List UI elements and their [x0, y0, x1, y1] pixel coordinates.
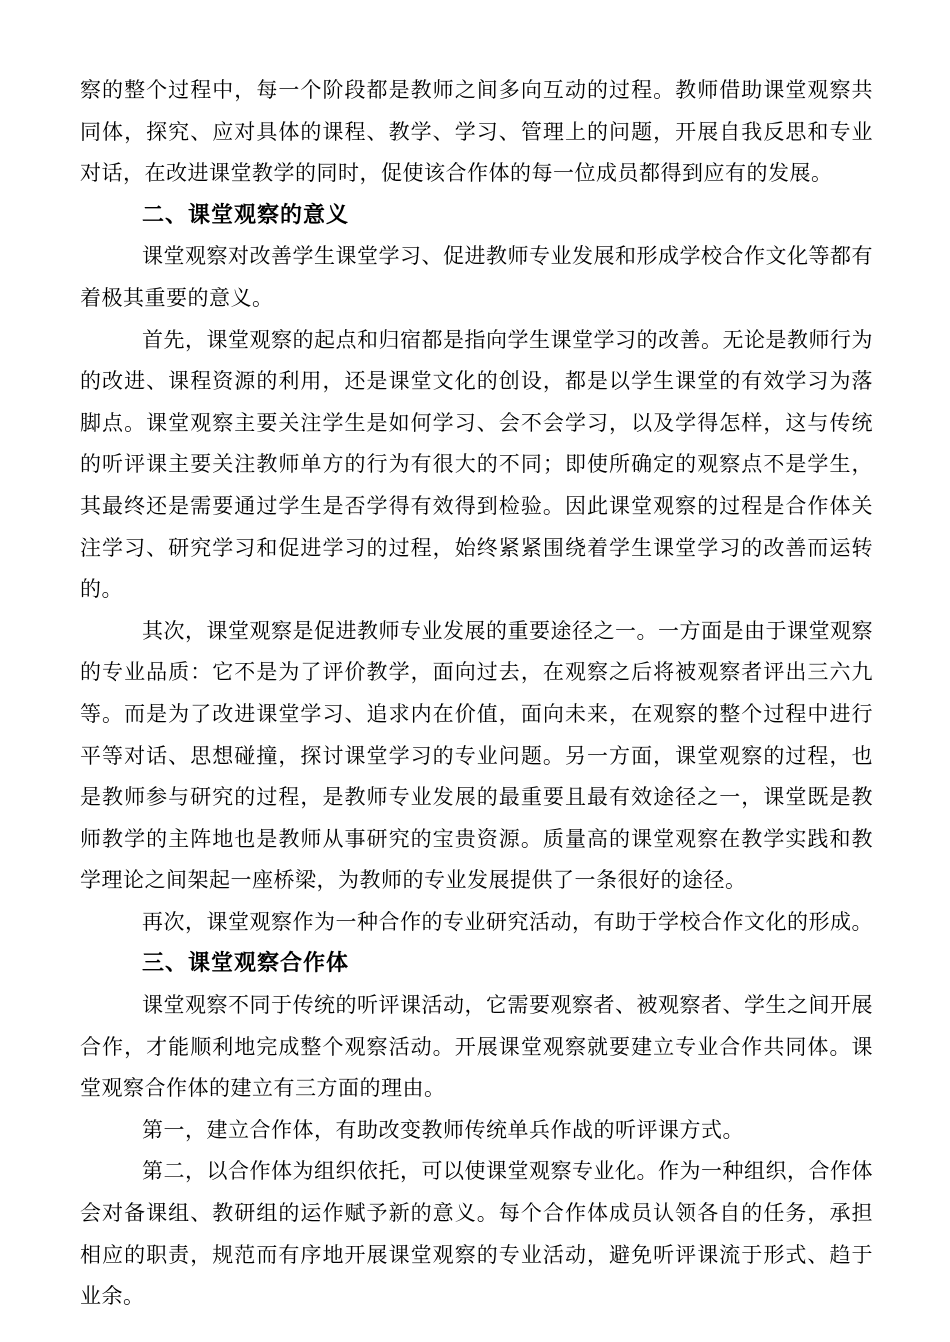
document-page: [80, 70, 873, 1318]
paragraph-reason-one: 第一，建立合作体，有助改变教师传统单兵作战的听评课方式。: [142, 1117, 744, 1142]
section-heading-collaboration: 三、课堂观察合作体: [142, 951, 350, 977]
paragraph-continuation: 察的整个过程中，每一个阶段都是教师之间多向互动的过程。教师借助课堂观察共同体，探究、应对具体的课程、教学、学习、管理上的问题，开展自我反思和专业对话，在改进课堂教学的同时，促使该合作体的每一位成员都得到应有的发展。: [80, 78, 873, 186]
paragraph-collaboration-intro: 课堂观察不同于传统的听评课活动，它需要观察者、被观察者、学生之间开展合作，才能顺利地完成整个观察活动。开展课堂观察就要建立专业合作共同体。课堂观察合作体的建立有三方面的理由。: [80, 993, 873, 1101]
paragraph-second-point: 其次，课堂观察是促进教师专业发展的重要途径之一。一方面是由于课堂观察的专业品质：它不是为了评价教学，面向过去，在观察之后将被观察者评出三六九等。而是为了改进课堂学习、追求内在价值，面向未来，在观察的整个过程中进行平等对话、思想碰撞，探讨课堂学习的专业问题。另一方面，课堂观察的过程，也是教师参与研究的过程，是教师专业发展的最重要且最有效途径之一，课堂既是教师教学的主阵地也是教师从事研究的宝贵资源。质量高的课堂观察在教学实践和教学理论之间架起一座桥梁，为教师的专业发展提供了一条很好的途径。: [80, 618, 873, 893]
section-heading-significance: 二、课堂观察的意义: [142, 202, 350, 228]
paragraph-first-point: 首先，课堂观察的起点和归宿都是指向学生课堂学习的改善。无论是教师行为的改进、课程资源的利用，还是课堂文化的创设，都是以学生课堂的有效学习为落脚点。课堂观察主要关注学生是如何学习、会不会学习，以及学得怎样，这与传统的听评课主要关注教师单方的行为有很大的不同；即使所确定的观察点不是学生，其最终还是需要通过学生是否学得有效得到检验。因此课堂观察的过程是合作体关注学习、研究学习和促进学习的过程，始终紧紧围绕着学生课堂学习的改善而运转的。: [80, 327, 873, 602]
paragraph-third-point: 再次，课堂观察作为一种合作的专业研究活动，有助于学校合作文化的形成。: [142, 909, 873, 934]
paragraph-reason-two: 第二，以合作体为组织依托，可以使课堂观察专业化。作为一种组织，合作体会对备课组、教研组的运作赋予新的意义。每个合作体成员认领各自的任务，承担相应的职责，规范而有序地开展课堂观察的专业活动，避免听评课流于形式、趋于业余。: [80, 1159, 873, 1309]
paragraph-significance-intro: 课堂观察对改善学生课堂学习、促进教师专业发展和形成学校合作文化等都有着极其重要的意义。: [80, 244, 873, 310]
